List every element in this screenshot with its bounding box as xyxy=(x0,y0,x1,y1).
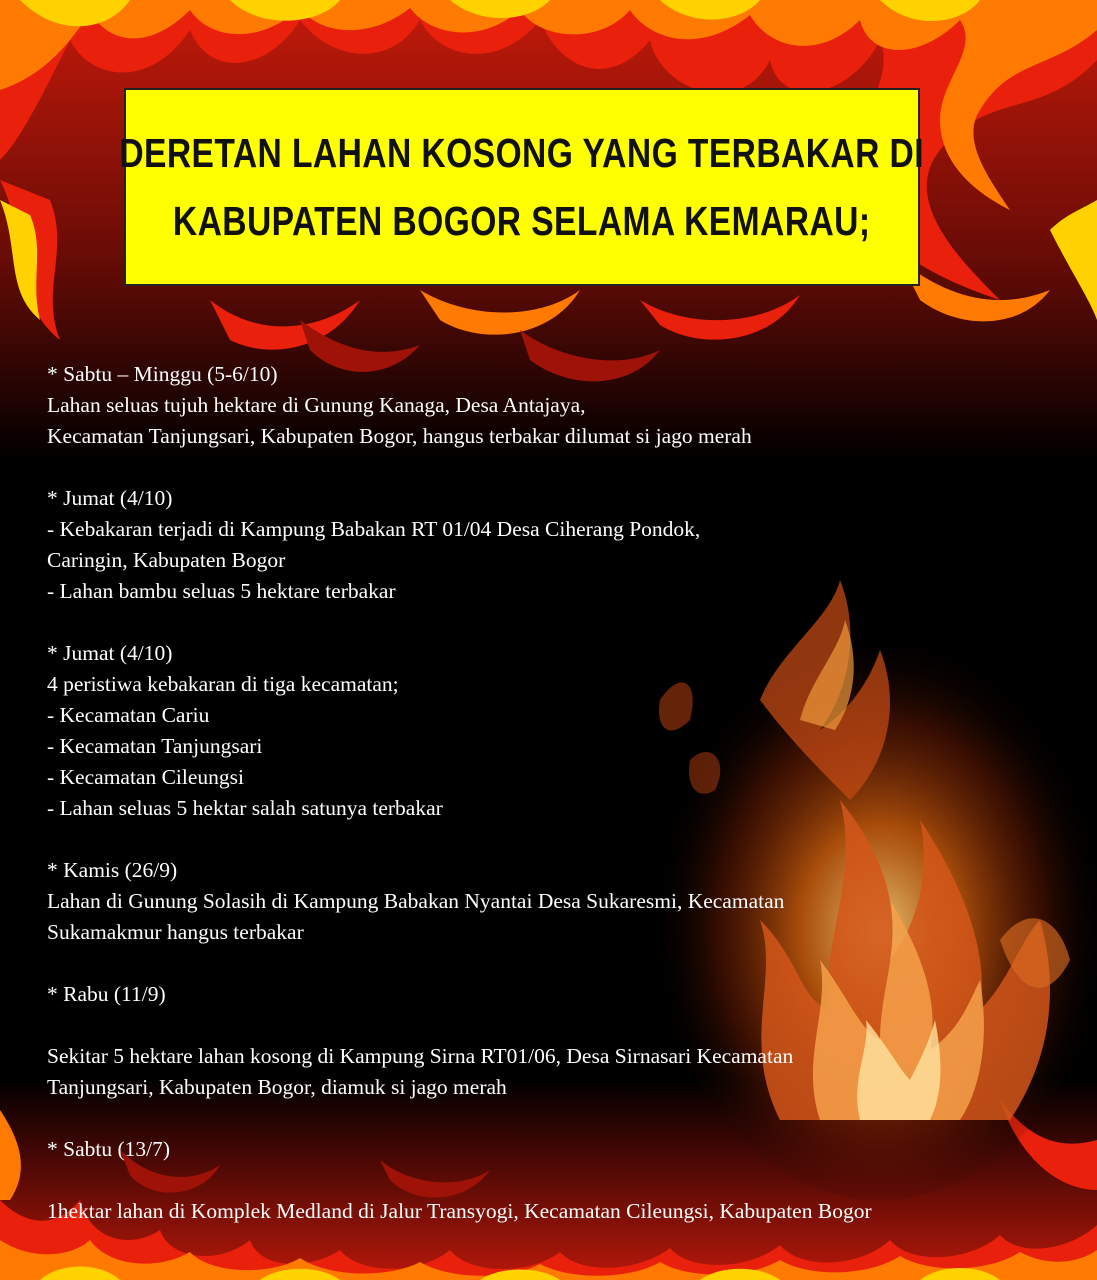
entry-date: * Jumat (4/10) xyxy=(47,486,173,510)
page-title xyxy=(120,119,925,255)
entry-line: Caringin, Kabupaten Bogor xyxy=(47,548,286,572)
entry-line: Sekitar 5 hektare lahan kosong di Kampung Sirna RT01/06, Desa Sirnasari Kecamatan xyxy=(47,1044,794,1068)
entry-date: * Sabtu – Minggu (5-6/10) xyxy=(47,362,278,386)
entry-line: - Lahan bambu seluas 5 hektare terbakar xyxy=(47,579,396,603)
entry-line: 4 peristiwa kebakaran di tiga kecamatan; xyxy=(47,672,399,696)
entry-date: * Sabtu (13/7) xyxy=(47,1137,171,1161)
entry-line: - Lahan seluas 5 hektar salah satunya terbakar xyxy=(47,796,443,820)
spacer xyxy=(47,824,1057,855)
entry-line: - Kecamatan Cileungsi xyxy=(47,765,245,789)
entry-line: - Kebakaran terjadi di Kampung Babakan RT 01/04 Desa Ciherang Pondok, xyxy=(47,517,701,541)
spacer xyxy=(47,1165,1057,1196)
title-line-1: DERETAN LAHAN KOSONG YANG TERBAKAR DI xyxy=(119,130,925,176)
spacer xyxy=(47,452,1057,483)
entry-line: Tanjungsari, Kabupaten Bogor, diamuk si jago merah xyxy=(47,1075,507,1099)
entry-line: Sukamakmur hangus terbakar xyxy=(47,920,304,944)
spacer xyxy=(47,1103,1057,1134)
entry-line: Kecamatan Tanjungsari, Kabupaten Bogor, hangus terbakar dilumat si jago merah xyxy=(47,424,752,448)
entry-date: * Kamis (26/9) xyxy=(47,858,178,882)
spacer xyxy=(47,607,1057,638)
entry-line: Lahan seluas tujuh hektare di Gunung Kanaga, Desa Antajaya, xyxy=(47,393,586,417)
spacer xyxy=(47,948,1057,979)
entry-line: - Kecamatan Tanjungsari xyxy=(47,734,263,758)
incident-list xyxy=(47,359,1057,1227)
spacer xyxy=(47,1010,1057,1041)
title-line-2: KABUPATEN BOGOR SELAMA KEMARAU; xyxy=(173,198,871,244)
entry-line: 1hektar lahan di Komplek Medland di Jalur Transyogi, Kecamatan Cileungsi, Kabupaten Bogor xyxy=(47,1199,872,1223)
entry-date: * Rabu (11/9) xyxy=(47,982,166,1006)
title-box xyxy=(119,88,925,286)
entry-line: - Kecamatan Cariu xyxy=(47,703,210,727)
entry-date: * Jumat (4/10) xyxy=(47,641,173,665)
entry-line: Lahan di Gunung Solasih di Kampung Babakan Nyantai Desa Sukaresmi, Kecamatan xyxy=(47,889,785,913)
